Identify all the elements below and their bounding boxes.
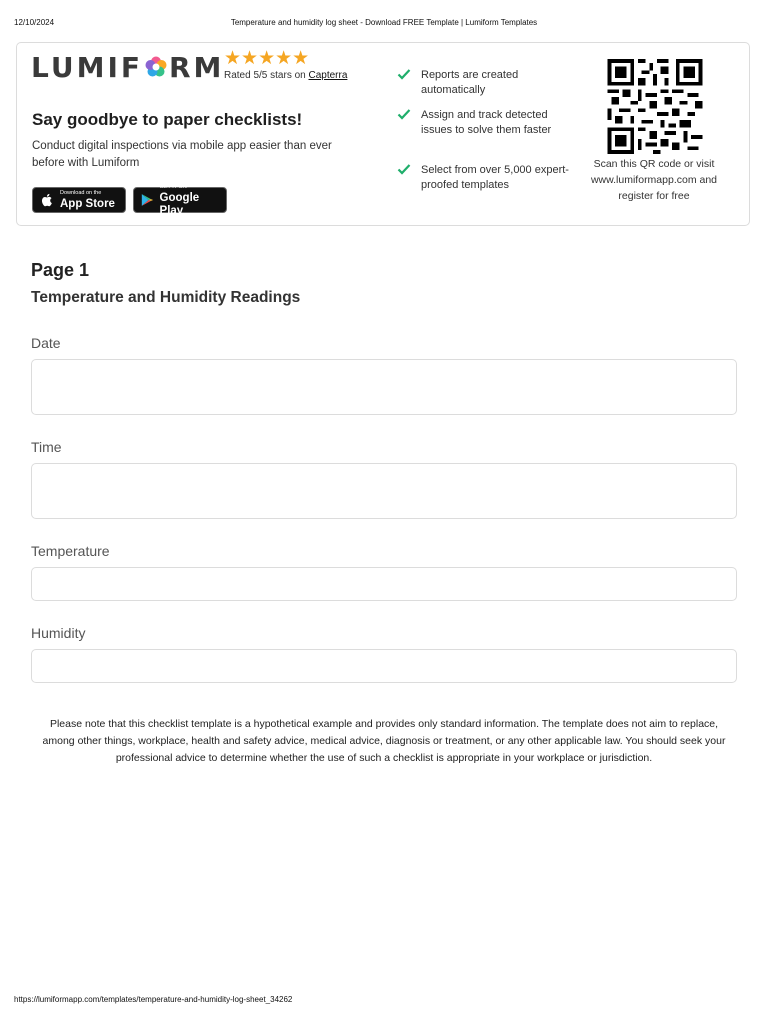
google-play-icon — [140, 192, 155, 208]
humidity-field[interactable] — [31, 649, 737, 683]
date-field[interactable] — [31, 359, 737, 415]
check-icon — [397, 108, 411, 120]
print-title: Temperature and humidity log sheet - Download FREE Template | Lumiform Templates — [230, 18, 538, 27]
qr-caption: Scan this QR code or visit www.lumiformapp.com and register for free — [590, 158, 718, 202]
lumiform-flower-icon — [145, 56, 167, 78]
apple-icon — [39, 192, 55, 208]
promo-description: Conduct digital inspections via mobile app easier than ever before with Lumiform — [32, 140, 332, 169]
section-title: Temperature and Humidity Readings — [31, 289, 301, 306]
promo-banner — [16, 42, 750, 226]
lumiform-logo[interactable]: LUMIF RM — [31, 50, 225, 84]
capterra-link[interactable]: Capterra — [308, 70, 348, 81]
feature-item: Assign and track detected issues to solve them faster — [397, 108, 577, 138]
promo-title: Say goodbye to paper checklists! — [32, 110, 303, 129]
time-label: Time — [31, 439, 62, 455]
print-footer-url: https://lumiformapp.com/templates/temperature-and-humidity-log-sheet_34262 — [14, 995, 293, 1004]
qr-code-icon[interactable] — [605, 59, 705, 154]
app-store-button[interactable]: Download on the App Store — [32, 187, 126, 213]
print-header — [14, 18, 754, 30]
temperature-label: Temperature — [31, 543, 110, 559]
feature-item: Reports are created automatically — [397, 68, 577, 98]
check-icon — [397, 163, 411, 175]
humidity-label: Humidity — [31, 625, 86, 641]
disclaimer: Please note that this checklist template is a hypothetical example and provides only standard information. The template does not aim to replace, among other things, workplace, health and safety advice, medical advice, diagnosis or treatment, or any other applicable law. You should seek your professional advice to determine whether the use of such a checklist is appropriate in your workplace or jurisdiction. — [42, 718, 726, 764]
feature-item: Select from over 5,000 expert-proofed templates — [397, 163, 577, 193]
time-field[interactable] — [31, 463, 737, 519]
rating-text: Rated 5/5 stars on Capterra — [224, 70, 348, 81]
check-icon — [397, 68, 411, 80]
rating-stars: ★★★★★ — [224, 48, 310, 69]
temperature-field[interactable] — [31, 567, 737, 601]
date-label: Date — [31, 335, 61, 351]
print-date: 12/10/2024 — [14, 18, 55, 27]
google-play-button[interactable]: GET IT ON Google Play — [133, 187, 227, 213]
page-title: Page 1 — [31, 260, 90, 280]
